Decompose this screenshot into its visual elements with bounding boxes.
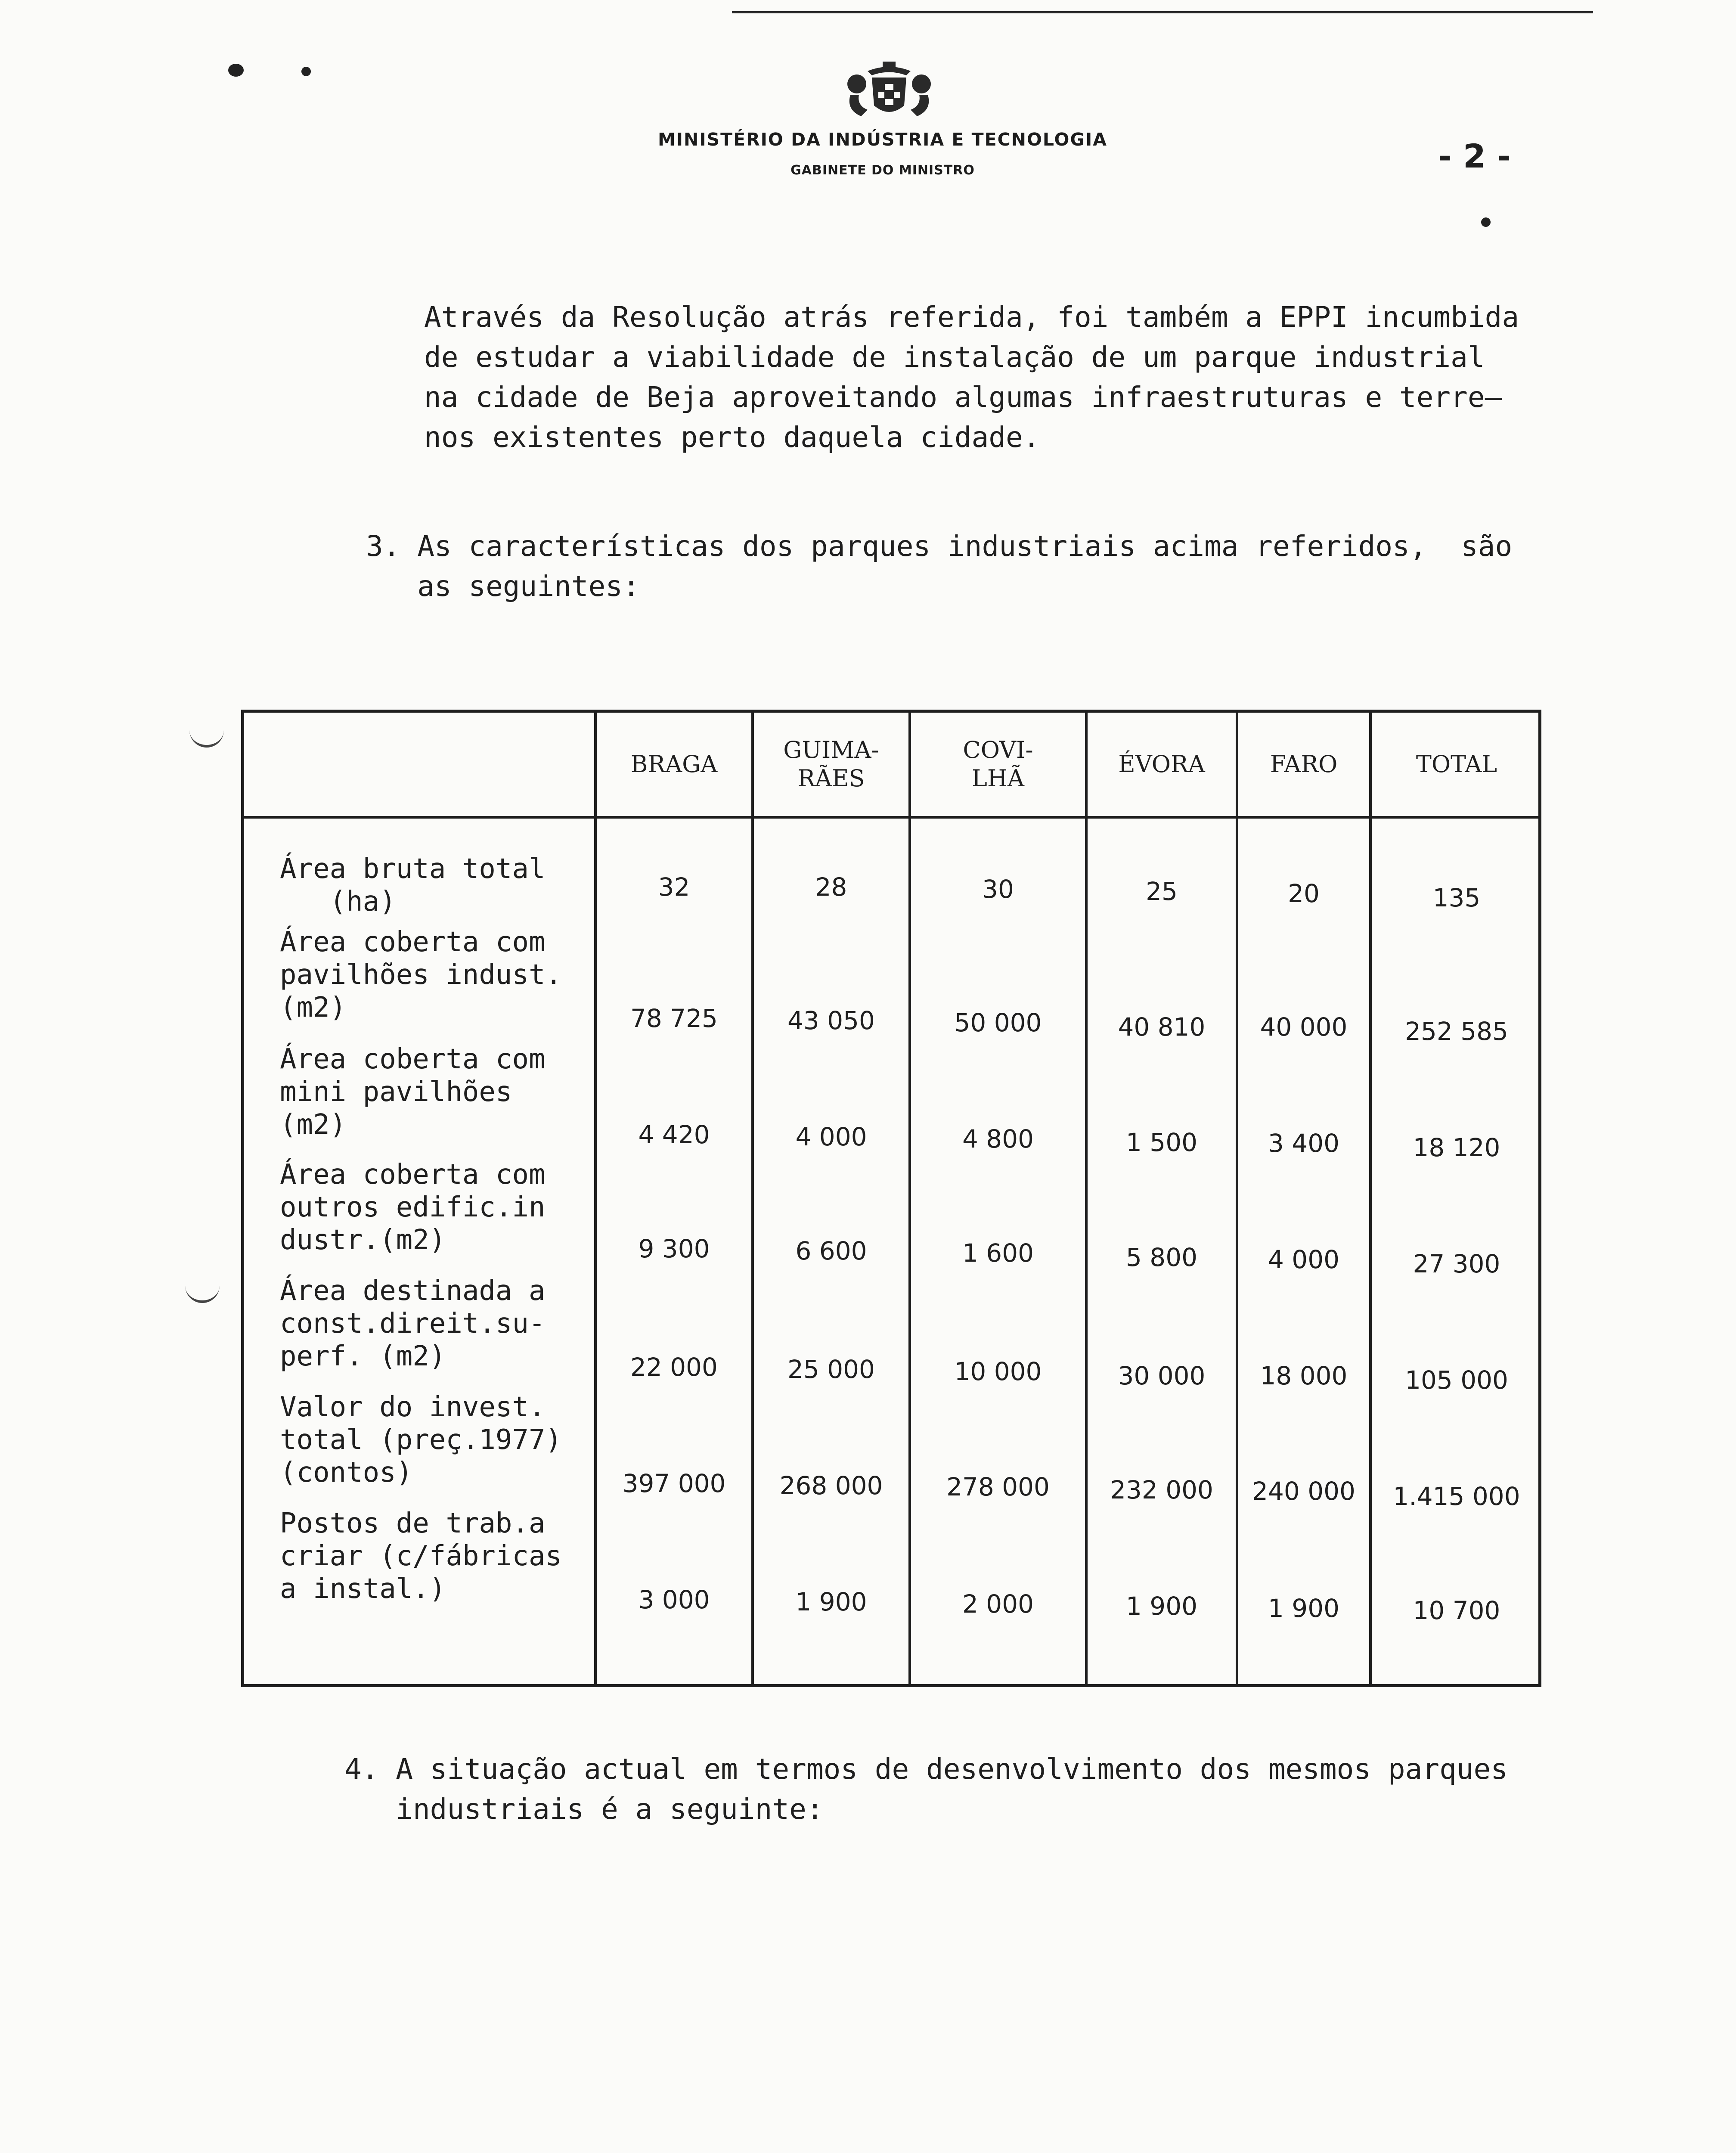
table-cell: 10 000 — [954, 1357, 1042, 1386]
table-cell: 135 — [1432, 883, 1481, 912]
ministry-title: MINISTÉRIO DA INDÚSTRIA E TECNOLOGIA — [657, 129, 1107, 150]
section-3-text: 3. As características dos parques industriais acima referidos, são as seguintes: — [366, 530, 1513, 603]
table-cell: 28 — [815, 872, 847, 902]
table-cell: 20 — [1288, 879, 1320, 908]
table-cell: 4 000 — [795, 1122, 867, 1151]
table-cell: 25 000 — [787, 1355, 875, 1384]
table-cell: 40 000 — [1260, 1012, 1348, 1042]
table-cell: 240 000 — [1252, 1477, 1355, 1506]
row-label-valor-invest: Valor do invest. total (preç.1977) (contos) — [280, 1391, 562, 1489]
section-4-text: 4. A situação actual em termos de desenvolvimento dos mesmos parques industriais é a seguinte: — [344, 1753, 1508, 1826]
column-rule — [908, 710, 911, 1687]
column-rule — [594, 710, 597, 1687]
margin-dot — [301, 67, 311, 76]
table-cell: 18 000 — [1260, 1361, 1348, 1390]
table-cell: 43 050 — [787, 1006, 875, 1035]
top-rule — [732, 11, 1593, 13]
table-cell: 1 900 — [1268, 1594, 1340, 1623]
table-cell: 27 300 — [1413, 1249, 1500, 1278]
table-cell: 25 — [1146, 877, 1178, 906]
table-cell: 18 120 — [1413, 1133, 1500, 1162]
column-rule — [1085, 710, 1088, 1687]
intro-paragraph: Através da Resolução atrás referida, foi também a EPPI incumbida de estudar a viabilidade de instalação de um parque industrial na cidade de Beja aproveitando algumas infraestruturas e terre— nos existentes perto daquela cidade. — [424, 301, 1519, 454]
coat-of-arms-icon — [842, 58, 936, 123]
column-rule — [751, 710, 754, 1687]
row-label-postos: Postos de trab.a criar (c/fábricas a instal.) — [280, 1508, 562, 1605]
table-cell: 10 700 — [1413, 1596, 1500, 1625]
table-cell: 3 400 — [1268, 1129, 1340, 1158]
column-rule — [1236, 710, 1238, 1687]
row-label-area-pavilhoes: Área coberta com pavilhões indust. (m2) — [280, 926, 562, 1024]
table-cell: 1 900 — [795, 1587, 867, 1616]
table-cell: 1 500 — [1125, 1128, 1198, 1157]
table-cell: 4 800 — [962, 1124, 1034, 1154]
margin-dot — [228, 64, 244, 77]
table-cell: 6 600 — [795, 1236, 867, 1266]
punch-mark — [185, 1283, 220, 1303]
table-cell: 4 420 — [638, 1120, 710, 1149]
table-cell: 9 300 — [638, 1234, 710, 1263]
column-header-guimaraes: GUIMA- RÃES — [783, 736, 879, 792]
table-cell: 3 000 — [638, 1585, 710, 1614]
table-cell: 32 — [658, 872, 690, 902]
table-cell: 22 000 — [630, 1353, 718, 1382]
table-cell: 30 — [982, 875, 1014, 904]
table-cell: 40 810 — [1118, 1012, 1206, 1042]
table-cell: 4 000 — [1268, 1245, 1340, 1274]
header-rule — [241, 816, 1541, 819]
column-header-faro: FARO — [1270, 751, 1338, 778]
table-cell: 278 000 — [946, 1472, 1050, 1502]
row-label-area-outros: Área coberta com outros edific.in dustr.(m2) — [280, 1159, 546, 1256]
row-label-area-bruta: Área bruta total (ha) — [280, 853, 546, 918]
table-cell: 5 800 — [1125, 1243, 1198, 1272]
table-cell: 397 000 — [622, 1469, 726, 1498]
table-cell: 1 900 — [1125, 1591, 1198, 1621]
table-cell: 78 725 — [630, 1004, 718, 1033]
table-cell: 268 000 — [779, 1471, 883, 1500]
row-label-area-mini: Área coberta com mini pavilhões (m2) — [280, 1043, 546, 1141]
table-cell: 1 600 — [962, 1238, 1034, 1268]
table-cell: 1.415 000 — [1393, 1482, 1520, 1511]
punch-mark — [189, 728, 224, 748]
column-header-evora: ÉVORA — [1118, 751, 1205, 778]
table-cell: 232 000 — [1110, 1475, 1213, 1505]
column-header-braga: BRAGA — [630, 751, 718, 778]
margin-dot — [1481, 217, 1491, 227]
column-header-total: TOTAL — [1416, 751, 1497, 778]
table-cell: 105 000 — [1405, 1365, 1508, 1395]
page-number: - 2 - — [1438, 137, 1511, 175]
column-header-covilha: COVI- LHÃ — [963, 736, 1033, 792]
table-cell: 2 000 — [962, 1589, 1034, 1619]
table-cell: 30 000 — [1118, 1361, 1206, 1390]
column-rule — [1369, 710, 1372, 1687]
row-label-area-direito: Área destinada a const.direit.su- perf. (m2) — [280, 1275, 546, 1372]
table-cell: 50 000 — [954, 1008, 1042, 1037]
cabinet-subtitle: GABINETE DO MINISTRO — [790, 163, 975, 178]
table-cell: 252 585 — [1405, 1017, 1508, 1046]
